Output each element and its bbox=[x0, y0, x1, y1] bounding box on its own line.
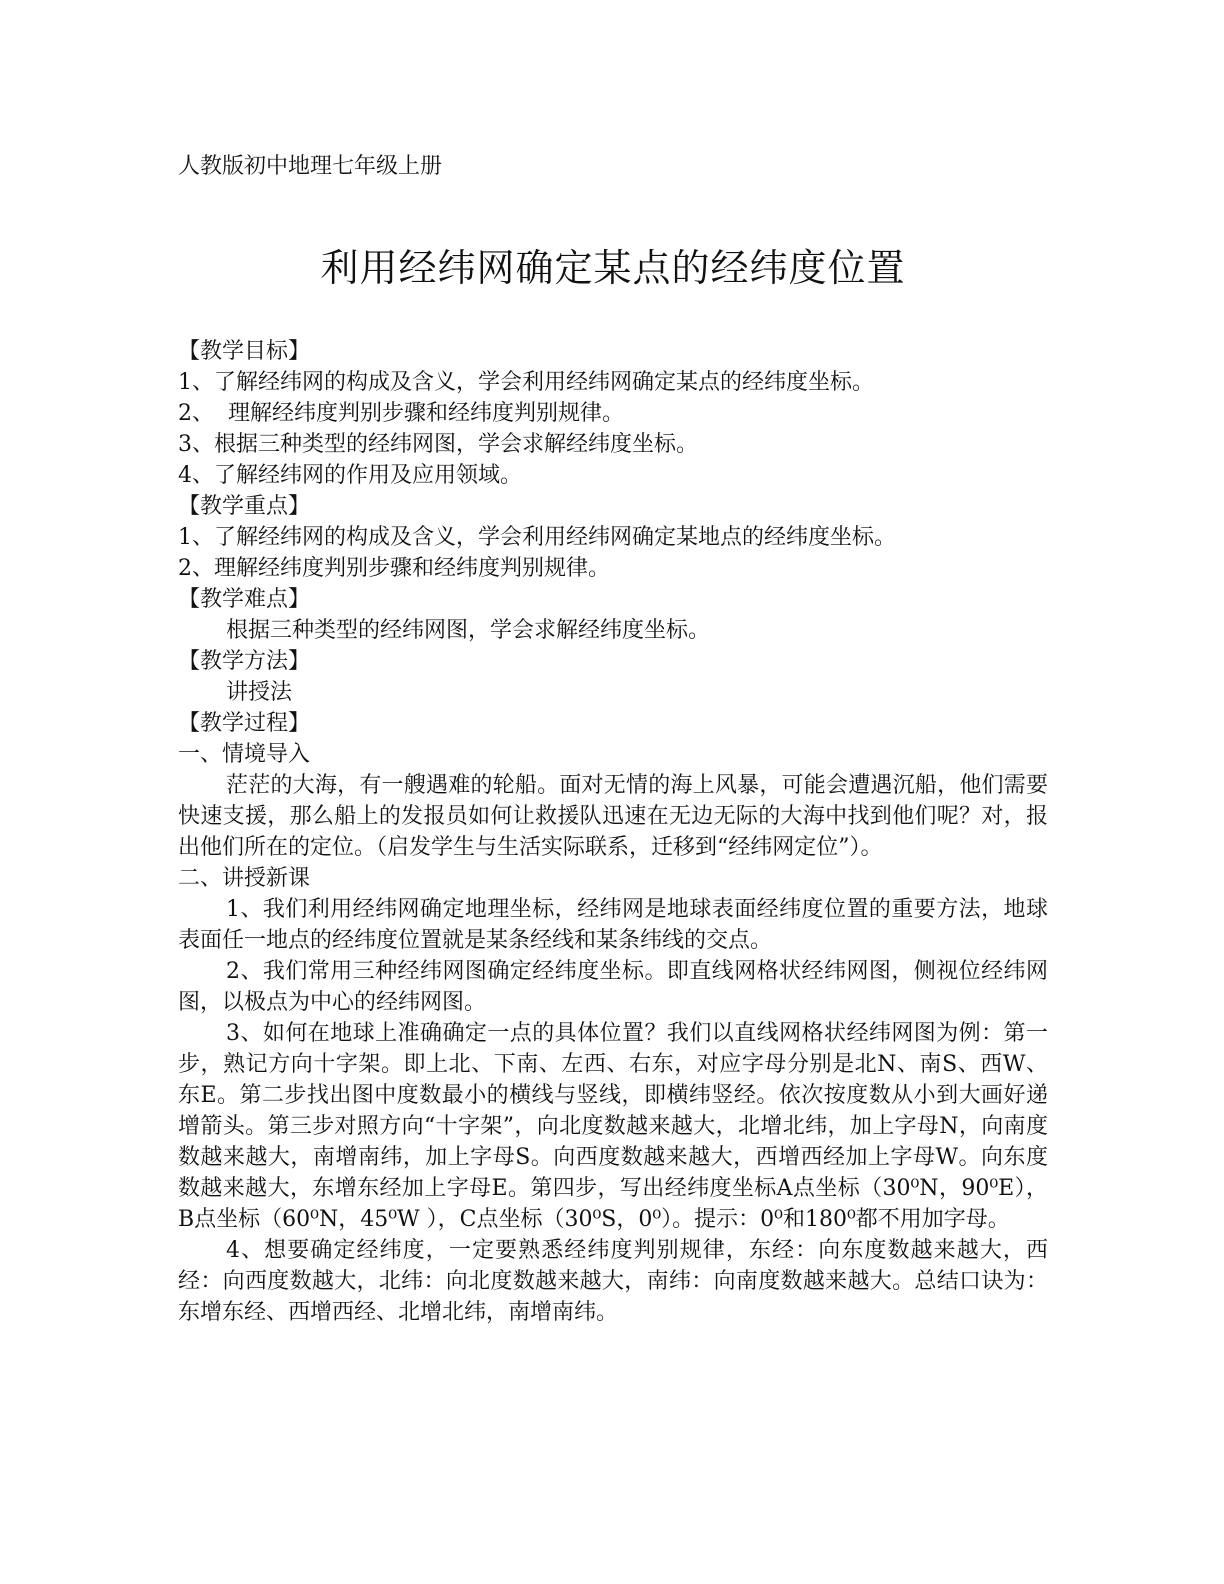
section-heading-objectives: 【教学目标】 bbox=[178, 339, 311, 364]
document-header: 人教版初中地理七年级上册 bbox=[178, 154, 443, 179]
section-heading-methods: 【教学方法】 bbox=[178, 649, 311, 674]
objective-item: 4、了解经纬网的作用及应用领域。 bbox=[178, 463, 522, 488]
lesson-paragraph: 1、我们利用经纬网确定地理坐标，经纬网是地球表面经纬度位置的重要方法，地球表面任一地点的经纬度位置就是某条经线和某条纬线的交点。 bbox=[178, 897, 1048, 953]
lesson-paragraph: 2、我们常用三种经纬网图确定经纬度坐标。即直线网格状经纬网图，侧视位经纬网图，以极点为中心的经纬网图。 bbox=[178, 959, 1048, 1015]
lesson-paragraph: 3、如何在地球上准确确定一点的具体位置？我们以直线网格状经纬网图为例：第一步，熟记方向十字架。即上北、下南、左西、右东，对应字母分别是北N、南S、西W、东E。第二步找出图中度数最小的横线与竖线，即横纬竖经。依次按度数从小到大画好递增箭头。第三步对照方向“十字架”，向北度数越来越大，北增北纬，加上字母N，向南度数越来越大，南增南纬，加上字母S。向西度数越来越大，西增西经加上字母W。向东度数越来越大，东增东经加上字母E。第四步，写出经纬度坐标A点坐标（30⁰N，90⁰E），B点坐标（60⁰N，45⁰W ），C点坐标（30⁰S，0⁰）。提示：0⁰和180⁰都不用加字母。 bbox=[178, 1021, 1048, 1232]
section-heading-process: 【教学过程】 bbox=[178, 711, 311, 736]
key-point-item: 2、理解经纬度判别步骤和经纬度判别规律。 bbox=[178, 556, 610, 581]
difficulty-text: 根据三种类型的经纬网图，学会求解经纬度坐标。 bbox=[226, 618, 711, 643]
method-text: 讲授法 bbox=[226, 680, 293, 705]
document-title: 利用经纬网确定某点的经纬度位置 bbox=[320, 246, 906, 290]
intro-paragraph: 茫茫的大海，有一艘遇难的轮船。面对无情的海上风暴，可能会遭遇沉船，他们需要快速支援，那么船上的发报员如何让救援队迅速在无边无际的大海中找到他们呢？对，报出他们所在的定位。（启发学生与生活实际联系，迁移到“经纬网定位”）。 bbox=[178, 773, 1048, 860]
section-heading-key-points: 【教学重点】 bbox=[178, 494, 311, 519]
document-body bbox=[178, 336, 1048, 1328]
objective-item: 2、 理解经纬度判别步骤和经纬度判别规律。 bbox=[178, 401, 624, 426]
section-heading-difficulties: 【教学难点】 bbox=[178, 587, 311, 612]
document-page bbox=[178, 150, 1048, 1328]
subsection-heading-intro: 一、情境导入 bbox=[178, 742, 311, 767]
key-point-item: 1、了解经纬网的构成及含义，学会利用经纬网确定某地点的经纬度坐标。 bbox=[178, 525, 896, 550]
objective-item: 3、根据三种类型的经纬网图，学会求解经纬度坐标。 bbox=[178, 432, 698, 457]
subsection-heading-new-lesson: 二、讲授新课 bbox=[178, 866, 311, 891]
lesson-paragraph: 4、想要确定经纬度，一定要熟悉经纬度判别规律，东经：向东度数越来越大，西经：向西度数越大，北纬：向北度数越来越大，南纬：向南度数越来越大。总结口诀为：东增东经、西增西经、北增北纬，南增南纬。 bbox=[178, 1238, 1048, 1325]
objective-item: 1、了解经纬网的构成及含义，学会利用经纬网确定某点的经纬度坐标。 bbox=[178, 370, 874, 395]
